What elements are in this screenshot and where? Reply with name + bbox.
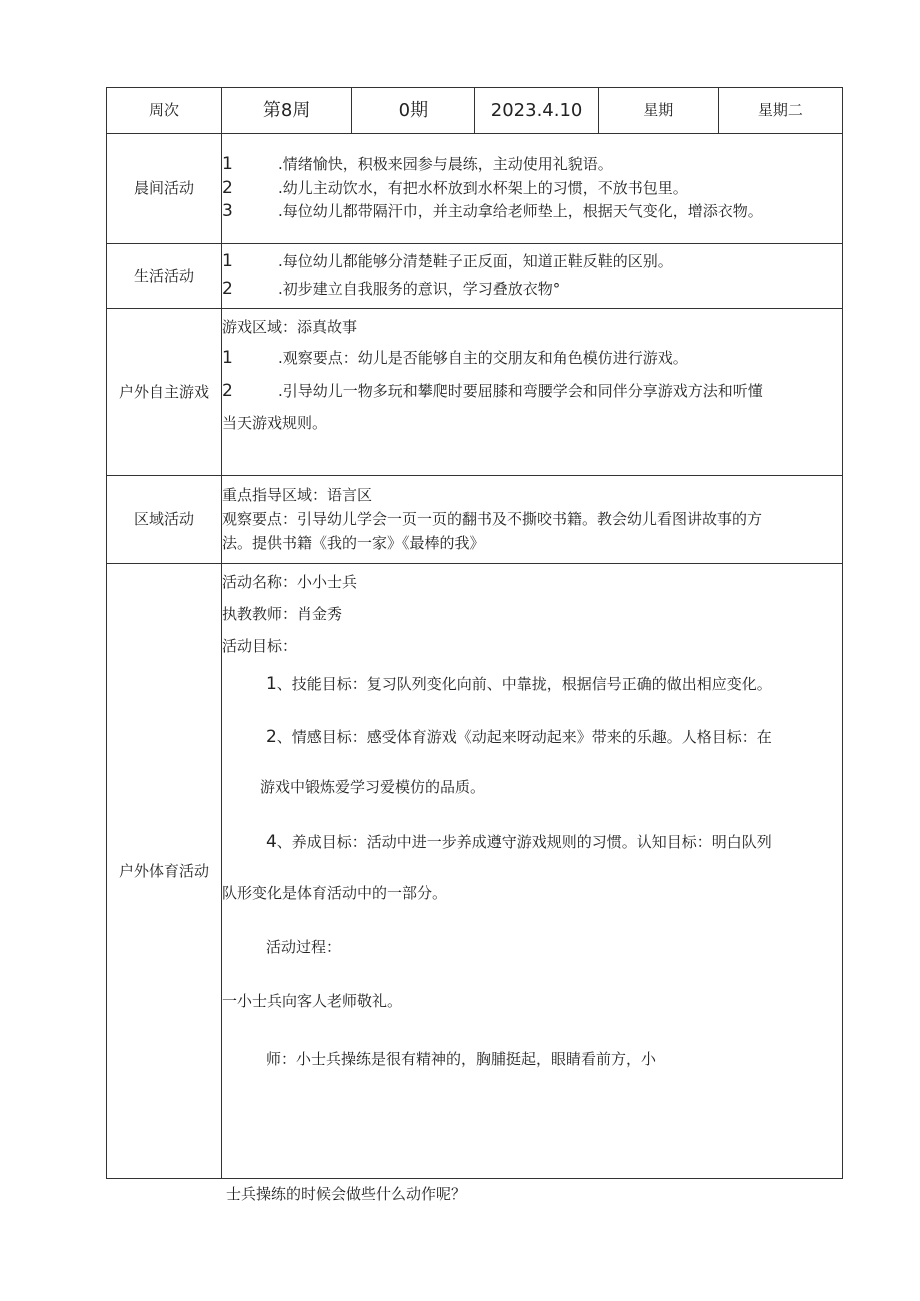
life-item: 2 .初步建立自我服务的意识，学习叠放衣物° bbox=[221, 279, 561, 299]
week-value: 第8周 bbox=[221, 88, 351, 134]
date-value: 2023.4.10 bbox=[475, 88, 598, 134]
area-books: 法。提供书籍《我的一家》《最棒的我》 bbox=[221, 534, 485, 552]
outdoor-area-line: 游戏区域：添真故事 bbox=[221, 318, 357, 336]
morning-label: 晨间活动 bbox=[107, 134, 222, 244]
pe-label: 户外体育活动 bbox=[107, 564, 222, 1179]
area-row bbox=[107, 476, 843, 564]
area-observation: 观察要点：引导幼儿学会一页一页的翻书及不撕咬书籍。教会幼儿看图讲故事的方 bbox=[221, 510, 762, 528]
life-row bbox=[107, 244, 843, 309]
outdoor-continuation: 当天游戏规则。 bbox=[221, 413, 327, 432]
area-content bbox=[221, 476, 842, 564]
morning-item: 1 .情绪愉快，积极来园参与晨练，主动使用礼貌语。 bbox=[221, 153, 613, 174]
pe-content bbox=[221, 564, 842, 1179]
weekday-label: 星期 bbox=[598, 88, 718, 134]
pe-process-title: 活动过程： bbox=[265, 938, 341, 957]
week-label: 周次 bbox=[107, 88, 222, 134]
pe-goals-title: 活动目标： bbox=[221, 637, 297, 655]
lesson-plan-table bbox=[106, 87, 843, 1179]
after-table-text: 士兵操练的时候会做些什么动作呢？ bbox=[226, 1185, 467, 1203]
life-content bbox=[221, 244, 842, 309]
morning-item: 3 .每位幼儿都带隔汗巾，并主动拿给老师垫上，根据天气变化，增添衣物。 bbox=[221, 201, 763, 222]
life-item: 1 .每位幼儿都能够分清楚鞋子正反面，知道正鞋反鞋的区别。 bbox=[221, 251, 673, 272]
outdoor-free-label: 户外自主游戏 bbox=[107, 309, 222, 476]
pe-goal-1: 1、技能目标：复习队列变化向前、中靠拢，根据信号正确的做出相应变化。 bbox=[265, 674, 772, 694]
outdoor-free-content bbox=[221, 309, 842, 476]
pe-step-1: 一小士兵向客人老师敬礼。 bbox=[221, 992, 402, 1011]
pe-teacher-line: 师：小士兵操练是很有精神的，胸脯挺起，眼睛看前方，小 bbox=[265, 1050, 656, 1069]
morning-row bbox=[107, 134, 843, 244]
pe-activity-name: 活动名称：小小士兵 bbox=[221, 573, 357, 591]
period-value: 0期 bbox=[352, 88, 475, 134]
morning-item: 2 .幼儿主动饮水，有把水杯放到水杯架上的习惯，不放书包里。 bbox=[221, 177, 688, 198]
pe-goal-4-cont: 队形变化是体育活动中的一部分。 bbox=[221, 884, 447, 903]
pe-goal-2: 2、情感目标：感受体育游戏《动起来呀动起来》带来的乐趣。人格目标：在 bbox=[265, 726, 772, 747]
outdoor-item: 1 .观察要点：幼儿是否能够自主的交朋友和角色模仿进行游戏。 bbox=[221, 348, 688, 368]
area-label: 区域活动 bbox=[107, 476, 222, 564]
header-row bbox=[107, 88, 843, 134]
pe-goal-4: 4、养成目标：活动中进一步养成遵守游戏规则的习惯。认知目标：明白队列 bbox=[265, 831, 772, 852]
weekday-value: 星期二 bbox=[718, 88, 842, 134]
life-label: 生活活动 bbox=[107, 244, 222, 309]
pe-row bbox=[107, 564, 843, 1179]
area-focus: 重点指导区域：语言区 bbox=[221, 486, 372, 504]
outdoor-item: 2 .引导幼儿一物多玩和攀爬时要屈膝和弯腰学会和同伴分享游戏方法和听懂 bbox=[221, 380, 763, 401]
morning-content bbox=[221, 134, 842, 244]
pe-goal-2-cont: 游戏中锻炼爱学习爱模仿的品质。 bbox=[259, 777, 485, 796]
outdoor-free-row bbox=[107, 309, 843, 476]
pe-teacher: 执教教师：肖金秀 bbox=[221, 605, 342, 623]
